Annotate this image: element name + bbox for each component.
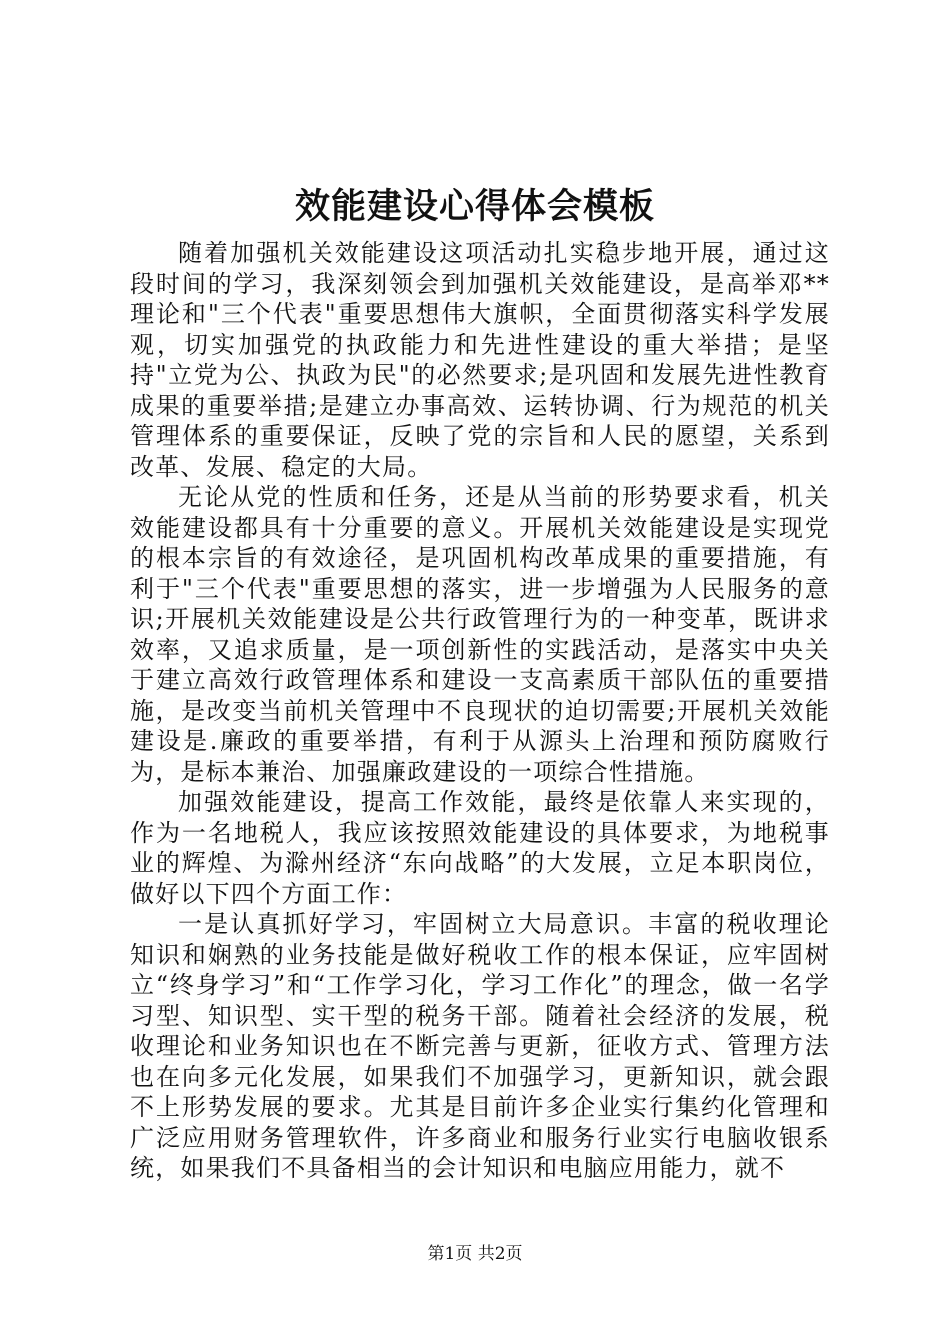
paragraph: 加强效能建设，提高工作效能，最终是依靠人来实现的，作为一名地税人，我应该按照效能建设的具体要求，为地税事业的辉煌、为滁州经济“东向战略”的大发展，立足本职岗位，做好以下四个方面工作： [130, 788, 830, 908]
paragraph: 随着加强机关效能建设这项活动扎实稳步地开展，通过这段时间的学习，我深刻领会到加强机关效能建设，是高举邓**理论和"三个代表"重要思想伟大旗帜，全面贯彻落实科学发展观，切实加强党的执政能力和先进性建设的重大举措；是坚持"立党为公、执政为民"的必然要求;是巩固和发展先进性教育成果的重要举措;是建立办事高效、运转协调、行为规范的机关管理体系的重要保证，反映了党的宗旨和人民的愿望，关系到改革、发展、稳定的大局。 [130, 239, 830, 481]
document-title: 效能建设心得体会模板 [294, 186, 655, 227]
paragraph: 无论从党的性质和任务，还是从当前的形势要求看，机关效能建设都具有十分重要的意义。开展机关效能建设是实现党的根本宗旨的有效途径，是巩固机构改革成果的重要措施，有利于"三个代表"重要思想的落实，进一步增强为人民服务的意识;开展机关效能建设是公共行政管理行为的一种变革，既讲求效率，又追求质量，是一项创新性的实践活动，是落实中央关于建立高效行政管理体系和建设一支高素质干部队伍的重要措施，是改变当前机关管理中不良现状的迫切需要;开展机关效能建设是.廉政的重要举措，有利于从源头上治理和预防腐败行为，是标本兼治、加强廉政建设的一项综合性措施。 [130, 483, 830, 786]
page-number-footer: 第1页 共2页 [427, 1244, 523, 1264]
paragraph: 一是认真抓好学习，牢固树立大局意识。丰富的税收理论知识和娴熟的业务技能是做好税收工作的根本保证，应牢固树立“终身学习”和“工作学习化，学习工作化”的理念，做一名学习型、知识型、实干型的税务干部。随着社会经济的发展，税收理论和业务知识也在不断完善与更新，征收方式、管理方法也在向多元化发展，如果我们不加强学习，更新知识，就会跟不上形势发展的要求。尤其是目前许多企业实行集约化管理和广泛应用财务管理软件，许多商业和服务行业实行电脑收银系统，如果我们不具备相当的会计知识和电脑应用能力，就不 [130, 910, 830, 1182]
document-body [130, 238, 830, 1184]
